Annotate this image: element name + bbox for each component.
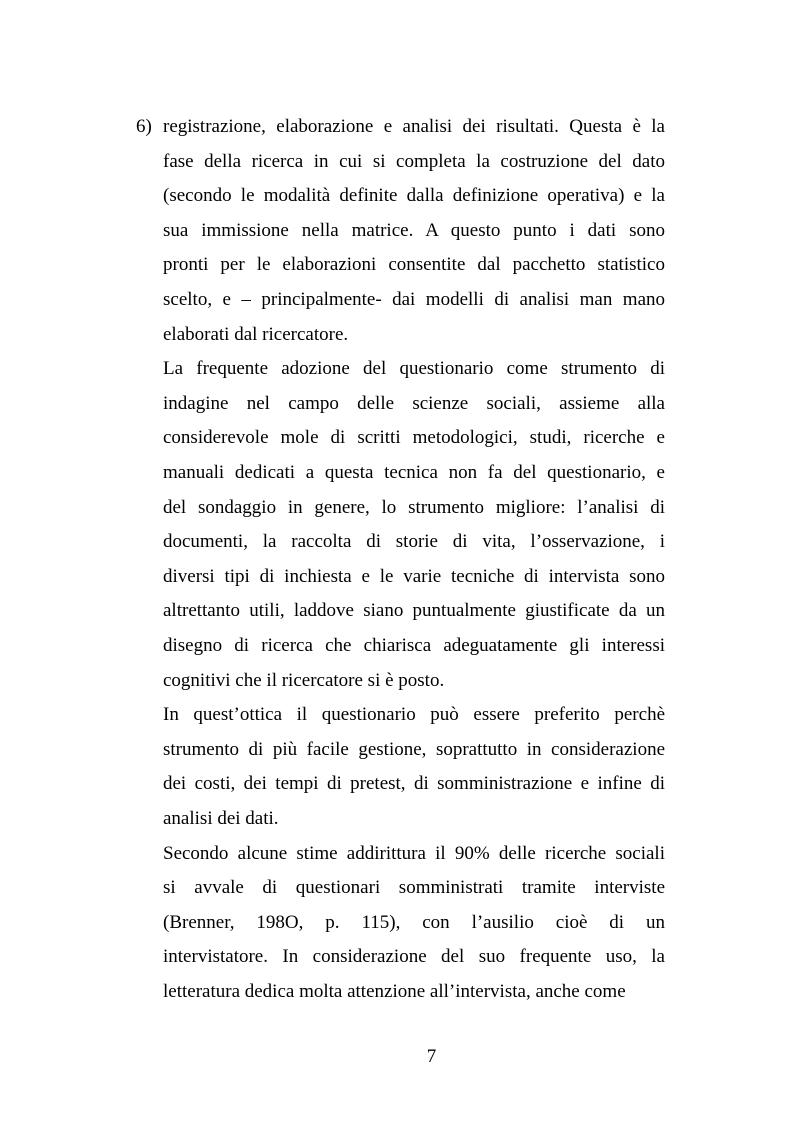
text-line: diversi tipi di inchiesta e le varie tecniche di intervista sono — [163, 565, 665, 587]
text-line: considerevole mole di scritti metodologici, studi, ricerche e — [163, 427, 665, 449]
text-line: manuali dedicati a questa tecnica non fa del questionario, e — [163, 462, 665, 483]
text-line: analisi dei dati. — [163, 808, 279, 829]
text-line: altrettanto utili, laddove siano puntualmente giustificate da un — [163, 600, 665, 622]
text-line: intervistatore. In considerazione del suo frequente uso, la — [163, 946, 665, 968]
page-number: 7 — [426, 1046, 437, 1067]
text-line: In quest’ottica il questionario può essere preferito perchè — [163, 704, 665, 726]
text-line: pronti per le elaborazioni consentite dal pacchetto statistico — [163, 254, 665, 276]
text-line: registrazione, elaborazione e analisi dei risultati. Questa è la — [163, 116, 665, 137]
text-line: La frequente adozione del questionario come strumento di — [163, 358, 665, 380]
text-line: strumento di più facile gestione, soprattutto in considerazione — [163, 738, 665, 760]
text-line: documenti, la raccolta di storie di vita, l’osservazione, i — [163, 531, 665, 553]
text-line: Secondo alcune stime addirittura il 90% delle ricerche sociali — [163, 842, 665, 864]
text-line: (Brenner, 198O, p. 115), con l’ausilio cioè di un — [163, 911, 665, 933]
text-line: disegno di ricerca che chiarisca adeguatamente gli interessi — [163, 635, 665, 656]
list-item-number: 6) — [136, 116, 152, 137]
text-line: del sondaggio in genere, lo strumento migliore: l’analisi di — [163, 496, 665, 518]
text-line: scelto, e – principalmente- dai modelli di analisi man mano — [163, 289, 665, 310]
text-line: dei costi, dei tempi di pretest, di somministrazione e infine di — [163, 773, 665, 795]
text-line: si avvale di questionari somministrati tramite interviste — [163, 877, 665, 899]
text-line: fase della ricerca in cui si completa la costruzione del dato — [163, 150, 665, 172]
text-line: cognitivi che il ricercatore si è posto. — [163, 669, 445, 691]
text-line: indagine nel campo delle scienze sociali, assieme alla — [163, 392, 665, 414]
text-line: letteratura dedica molta attenzione all’intervista, anche come — [163, 981, 626, 1002]
text-line: (secondo le modalità definite dalla definizione operativa) e la — [163, 185, 665, 207]
text-line: elaborati dal ricercatore. — [163, 323, 349, 345]
text-line: sua immissione nella matrice. A questo punto i dati sono — [163, 219, 665, 241]
